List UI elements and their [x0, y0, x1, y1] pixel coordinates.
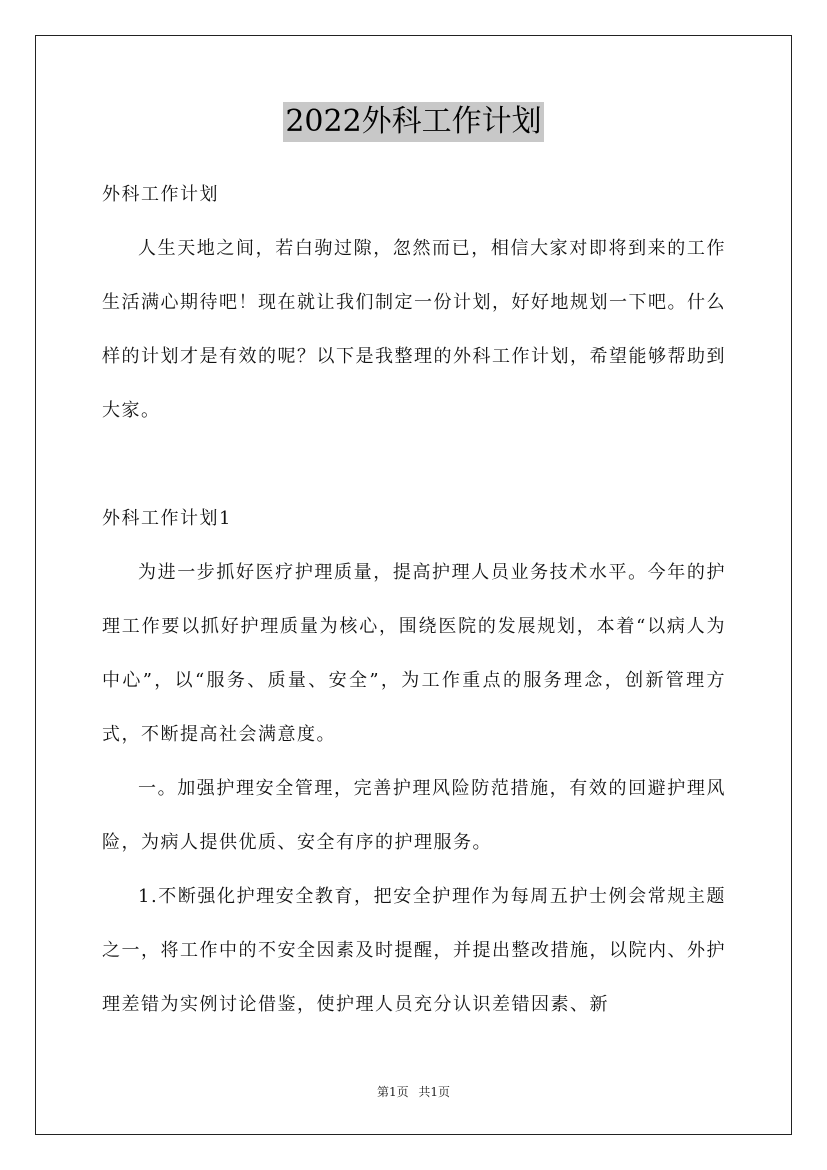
- section-heading: 外科工作计划1: [102, 508, 232, 529]
- body-paragraph: 人生天地之间，若白驹过隙，忽然而已，相信大家对即将到来的工作生活满心期待吧！现在就让我们制定一份计划，好好地规划一下吧。什么样的计划才是有效的呢？以下是我整理的外科工作计划，希望能够帮助到大家。: [102, 238, 726, 421]
- page-number: 第1页: [376, 1085, 409, 1099]
- section-heading: 外科工作计划: [102, 184, 219, 205]
- body-paragraph: 一。加强护理安全管理，完善护理风险防范措施，有效的回避护理风险，为病人提供优质、安全有序的护理服务。: [102, 778, 726, 853]
- document-title: 2022外科工作计划: [283, 102, 543, 142]
- title-container: [0, 102, 827, 142]
- body-paragraph: 1.不断强化护理安全教育，把安全护理作为每周五护士例会常规主题之一，将工作中的不安全因素及时提醒，并提出整改措施，以院内、外护理差错为实例讨论借鉴，使护理人员充分认识差错因素、新: [102, 886, 726, 1015]
- page-footer: [0, 1083, 827, 1100]
- body-paragraph: 为进一步抓好医疗护理质量，提高护理人员业务技术水平。今年的护理工作要以抓好护理质量为核心，围绕医院的发展规划，本着“以病人为中心”，以“服务、质量、安全”，为工作重点的服务理念，创新管理方式，不断提高社会满意度。: [102, 562, 726, 745]
- document-body: [102, 168, 726, 1032]
- page-total: 共1页: [418, 1085, 451, 1099]
